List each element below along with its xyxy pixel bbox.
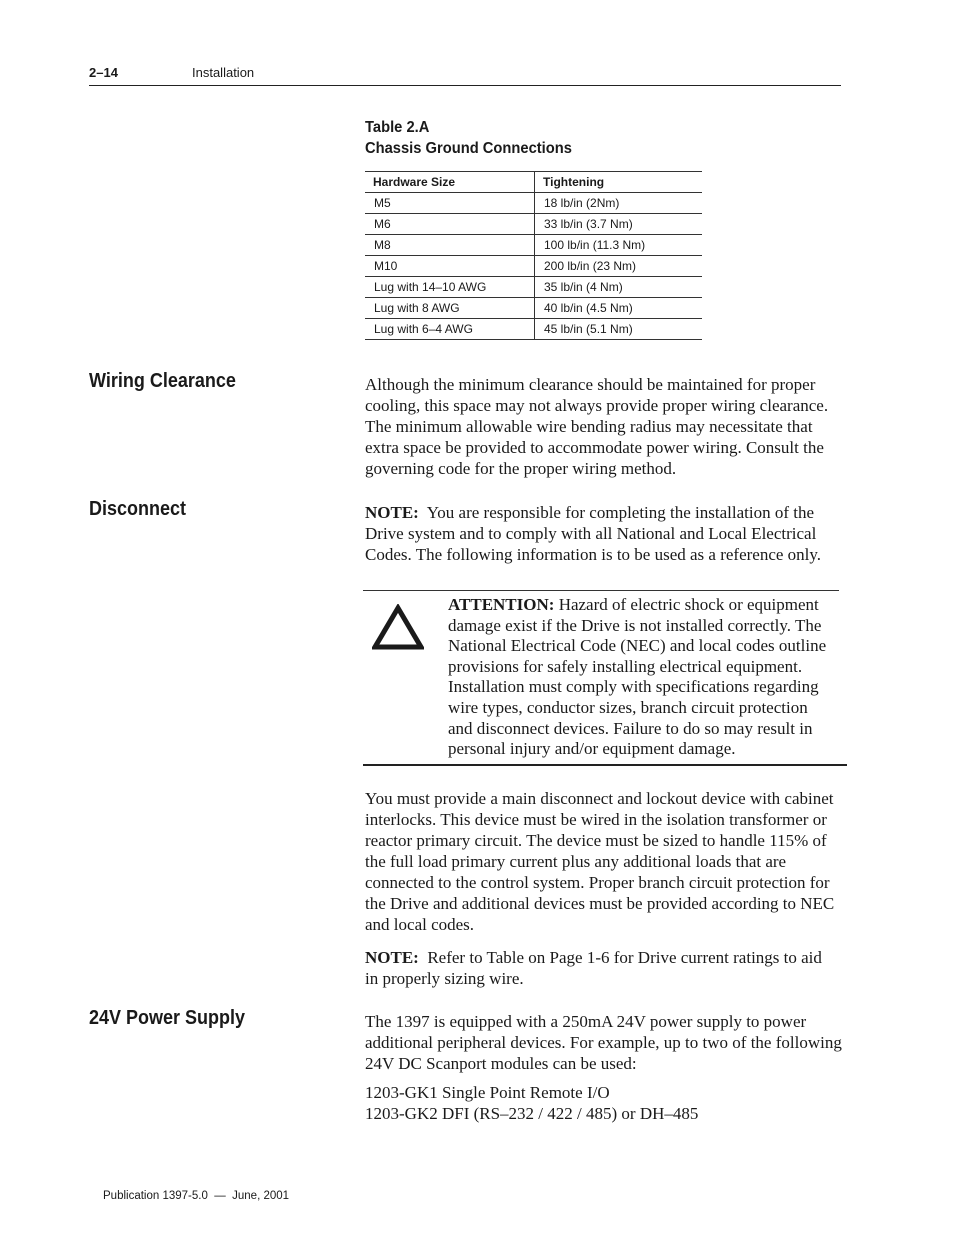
text-line: wire types, conductor sizes, branch circuit protection xyxy=(448,697,808,717)
text-line xyxy=(365,502,821,523)
wiring-clearance-paragraph xyxy=(365,374,828,479)
note-label: NOTE: xyxy=(365,948,419,967)
table-header-row xyxy=(365,172,702,193)
attention-line: Hazard of electric shock or equipment xyxy=(558,595,819,614)
text-line: provisions for safely installing electrical equipment. xyxy=(448,656,803,676)
text-line: in properly sizing wire. xyxy=(365,969,524,988)
table-row xyxy=(365,277,702,298)
text-line: The 1397 is equipped with a 250mA 24V power supply to power xyxy=(365,1012,807,1031)
warning-triangle-icon xyxy=(372,604,424,650)
hardware-size-cell: M8 xyxy=(365,235,535,256)
note-text: Refer to Table on Page 1-6 for Drive current ratings to aid xyxy=(427,948,822,967)
list-item: 1203-GK1 Single Point Remote I/O xyxy=(365,1083,610,1102)
table-row xyxy=(365,298,702,319)
disconnect-note-2 xyxy=(365,947,822,989)
table-row xyxy=(365,214,702,235)
attention-top-rule xyxy=(363,590,839,591)
text-line: National Electrical Code (NEC) and local codes outline xyxy=(448,636,827,656)
tightening-cell: 200 lb/in (23 Nm) xyxy=(544,259,637,273)
chassis-ground-table xyxy=(365,171,702,340)
hardware-size-cell: Lug with 6–4 AWG xyxy=(365,319,535,340)
note-text: You are responsible for completing the installation of the xyxy=(426,503,815,522)
power-supply-heading: 24V Power Supply xyxy=(89,1007,246,1029)
hardware-size-cell: M10 xyxy=(365,256,535,277)
attention-text xyxy=(448,595,843,760)
text-line: damage exist if the Drive is not installed correctly. The xyxy=(448,615,822,635)
disconnect-note xyxy=(365,502,821,565)
footer-separator: — xyxy=(214,1190,226,1202)
column-header-tightening: Tightening xyxy=(543,175,605,189)
page-number: 2–14 xyxy=(89,65,118,80)
module-list xyxy=(365,1082,698,1124)
text-line: the Drive and additional devices must be provided according to NEC xyxy=(365,894,835,913)
publication-number: Publication 1397-5.0 xyxy=(103,1190,208,1202)
hardware-size-cell: M5 xyxy=(365,193,535,214)
tightening-cell: 33 lb/in (3.7 Nm) xyxy=(544,217,633,231)
hardware-size-cell: Lug with 8 AWG xyxy=(365,298,535,319)
text-line xyxy=(365,947,822,968)
publication-date: June, 2001 xyxy=(232,1190,290,1202)
table-title: Chassis Ground Connections xyxy=(365,140,572,157)
text-line: the full load primary current plus any additional loads that are xyxy=(365,852,787,871)
column-header-hardware-size: Hardware Size xyxy=(365,172,535,193)
attention-label: ATTENTION: xyxy=(448,595,555,614)
table-row xyxy=(365,235,702,256)
power-supply-paragraph xyxy=(365,1011,842,1074)
note-label: NOTE: xyxy=(365,503,419,522)
text-line: connected to the control system. Proper branch circuit protection for xyxy=(365,873,830,892)
text-line: 24V DC Scanport modules can be used: xyxy=(365,1054,637,1073)
table-row xyxy=(365,256,702,277)
text-line: You must provide a main disconnect and lockout device with cabinet xyxy=(365,789,834,808)
table-row xyxy=(365,319,702,340)
text-line: Codes. The following information is to be used as a reference only. xyxy=(365,545,822,564)
text-line: Installation must comply with specifications regarding xyxy=(448,677,819,697)
attention-bottom-rule xyxy=(363,764,847,766)
text-line: reactor primary circuit. The device must be sized to handle 115% of xyxy=(365,831,827,850)
text-line: extra space be provided to accommodate power wiring. Consult the xyxy=(365,438,824,457)
footer xyxy=(103,1190,289,1202)
section-title: Installation xyxy=(192,65,255,80)
tightening-cell: 100 lb/in (11.3 Nm) xyxy=(544,238,646,252)
table-row xyxy=(365,193,702,214)
hardware-size-cell: M6 xyxy=(365,214,535,235)
tightening-cell: 35 lb/in (4 Nm) xyxy=(544,280,623,294)
tightening-cell: 45 lb/in (5.1 Nm) xyxy=(544,322,633,336)
disconnect-body xyxy=(365,788,834,935)
text-line xyxy=(448,595,843,616)
text-line: additional peripheral devices. For example, up to two of the following xyxy=(365,1033,842,1052)
table-number: Table 2.A xyxy=(365,119,430,136)
text-line: and local codes. xyxy=(365,915,475,934)
text-line: Drive system and to comply with all National and Local Electrical xyxy=(365,524,817,543)
text-line: cooling, this space may not always provide proper wiring clearance. xyxy=(365,396,829,415)
tightening-cell: 18 lb/in (2Nm) xyxy=(544,196,620,210)
disconnect-heading: Disconnect xyxy=(89,498,187,520)
header-rule xyxy=(89,85,841,86)
wiring-clearance-heading: Wiring Clearance xyxy=(89,370,236,392)
text-line: Although the minimum clearance should be maintained for proper xyxy=(365,375,816,394)
text-line: personal injury and/or equipment damage. xyxy=(448,739,736,759)
text-line: interlocks. This device must be wired in the isolation transformer or xyxy=(365,810,827,829)
text-line: The minimum allowable wire bending radius may necessitate that xyxy=(365,417,813,436)
text-line: and disconnect devices. Failure to do so may result in xyxy=(448,718,813,738)
hardware-size-cell: Lug with 14–10 AWG xyxy=(365,277,535,298)
text-line: governing code for the proper wiring method. xyxy=(365,459,677,478)
tightening-cell: 40 lb/in (4.5 Nm) xyxy=(544,301,633,315)
list-item: 1203-GK2 DFI (RS–232 / 422 / 485) or DH–485 xyxy=(365,1104,699,1123)
